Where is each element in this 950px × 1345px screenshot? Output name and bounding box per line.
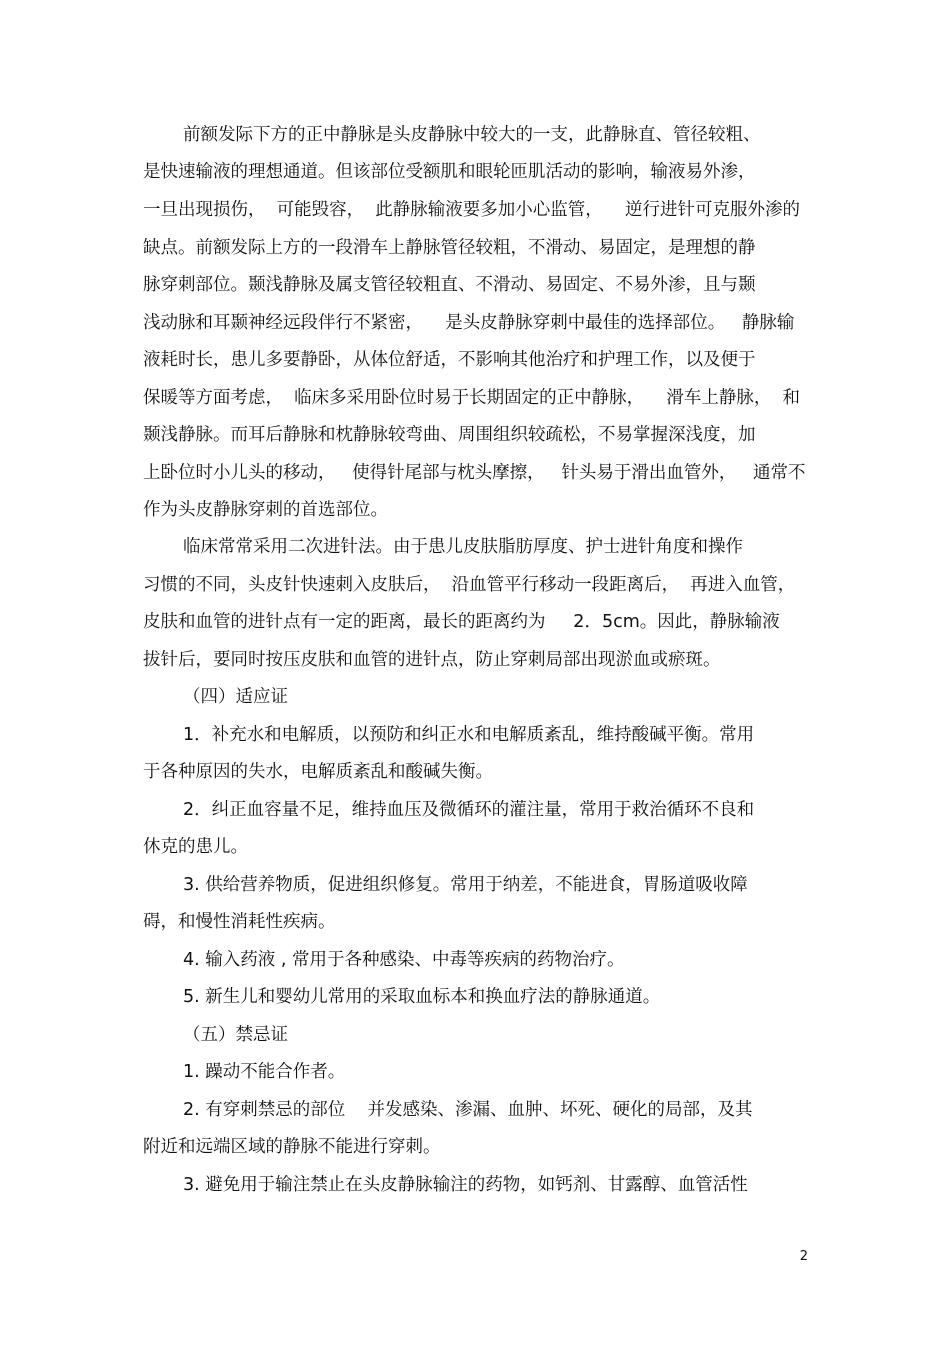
page-number: 2	[799, 1249, 808, 1264]
paragraph-line: 前额发际下方的正中静脉是头皮静脉中较大的一支，此静脉直、管径较粗、	[183, 125, 761, 145]
paragraph-line: 缺点。前额发际上方的一段滑车上静脉管径较粗，不滑动、易固定，是理想的静	[143, 238, 756, 258]
paragraph-line: 颞浅静脉。而耳后静脉和枕静脉较弯曲、周围组织较疏松，不易掌握深浅度，加	[143, 425, 756, 445]
list-item: 1. 躁动不能合作者。	[183, 1062, 346, 1082]
list-item: 2. 有穿刺禁忌的部位 并发感染、渗漏、血肿、坏死、硬化的局部，及其	[183, 1100, 753, 1120]
list-item-continuation: 休克的患儿。	[143, 837, 248, 857]
list-item-continuation: 碍，和慢性消耗性疾病。	[143, 912, 336, 932]
section-heading: （五）禁忌证	[183, 1025, 288, 1045]
paragraph-line: 脉穿刺部位。颞浅静脉及属支管径较粗直、不滑动、易固定、不易外渗，且与颞	[143, 275, 756, 295]
list-item: 3. 供给营养物质，促进组织修复。常用于纳差，不能进食，胃肠道吸收障	[183, 875, 748, 895]
section-heading: （四）适应证	[183, 687, 288, 707]
paragraph-line: 临床常常采用二次进针法。由于患儿皮肤脂肪厚度、护士进针角度和操作	[183, 537, 743, 557]
paragraph-line: 习惯的不同，头皮针快速刺入皮肤后， 沿血管平行移动一段距离后， 再进入血管，	[143, 575, 796, 595]
paragraph-line: 拔针后，要同时按压皮肤和血管的进针点，防止穿刺局部出现淤血或瘀斑。	[143, 650, 721, 670]
paragraph-line: 液耗时长，患儿多要静卧，从体位舒适，不影响其他治疗和护理工作，以及便于	[143, 350, 756, 370]
paragraph-line: 是快速输液的理想通道。但该部位受额肌和眼轮匝肌活动的影响，输液易外渗，	[143, 162, 756, 182]
list-item: 5. 新生儿和婴幼儿常用的采取血标本和换血疗法的静脉通道。	[183, 987, 661, 1007]
paragraph-line: 作为头皮静脉穿刺的首选部位。	[143, 500, 388, 520]
list-item-continuation: 附近和远端区域的静脉不能进行穿刺。	[143, 1137, 441, 1157]
list-item: 1．补充水和电解质，以预防和纠正水和电解质紊乱，维持酸碱平衡。常用	[183, 725, 755, 745]
paragraph-line: 一旦出现损伤， 可能毁容， 此静脉输液要多加小心监管， 逆行进针可克服外渗的	[143, 200, 800, 220]
list-item: 2．纠正血容量不足，维持血压及微循环的灌注量，常用于救治循环不良和	[183, 800, 755, 820]
paragraph-line: 皮肤和血管的进针点有一定的距离，最长的距离约为 2．5cm。因此，静脉输液	[143, 612, 780, 632]
paragraph-line: 保暖等方面考虑， 临床多采用卧位时易于长期固定的正中静脉， 滑车上静脉， 和	[143, 388, 800, 408]
list-item-continuation: 于各种原因的失水，电解质紊乱和酸碱失衡。	[143, 762, 493, 782]
paragraph-line: 上卧位时小儿头的移动， 使得针尾部与枕头摩擦， 针头易于滑出血管外， 通常不	[143, 463, 806, 483]
list-item: 4. 输入药液 , 常用于各种感染、中毒等疾病的药物治疗。	[183, 950, 625, 970]
list-item: 3. 避免用于输注禁止在头皮静脉输注的药物，如钙剂、甘露醇、血管活性	[183, 1175, 748, 1195]
paragraph-line: 浅动脉和耳颞神经远段伴行不紧密， 是头皮静脉穿刺中最佳的选择部位。 静脉输	[143, 313, 795, 333]
